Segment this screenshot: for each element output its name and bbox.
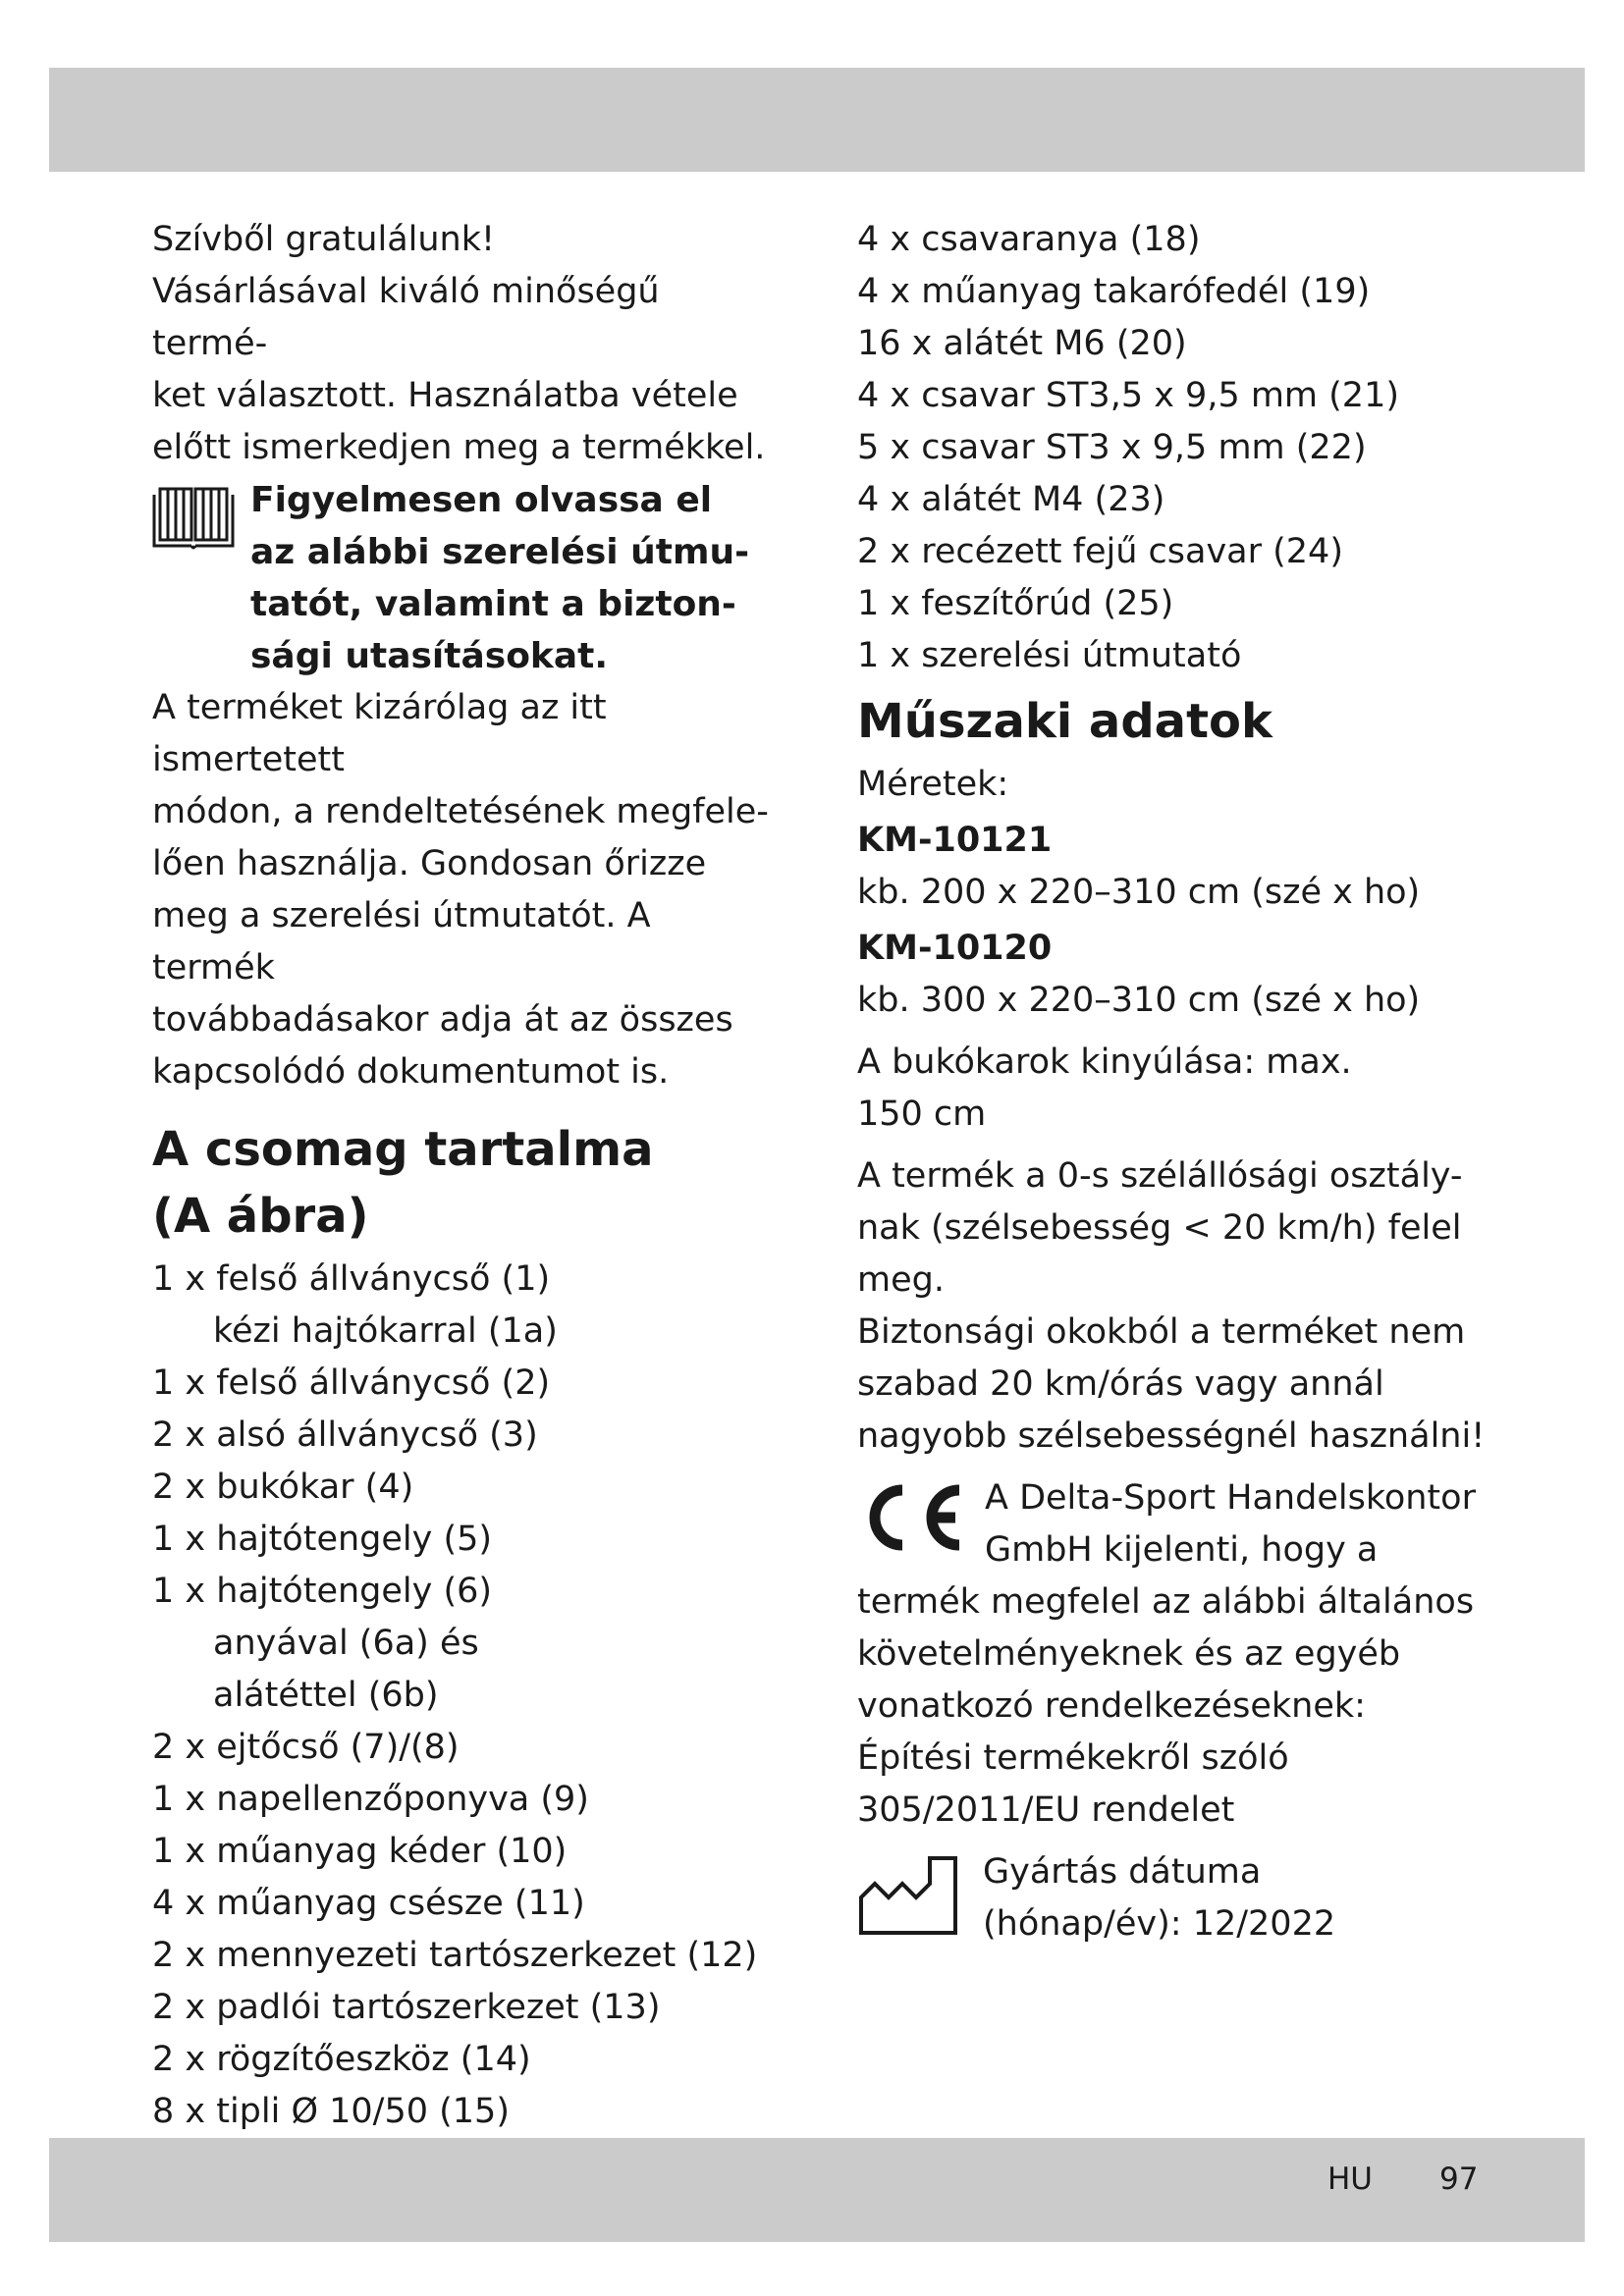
manufacture-line: (hónap/év): 12/2022 <box>983 1904 1336 1944</box>
list-item: 1 x felső állványcső (1) <box>152 1259 551 1299</box>
heading-line: A csomag tartalma <box>152 1122 654 1177</box>
wind-class-line: nak (szélsebesség < 20 km/h) felel <box>857 1208 1462 1248</box>
notice-line: tatót, valamint a bizton- <box>250 584 736 624</box>
manufacture-line: Gyártás dátuma <box>983 1852 1262 1892</box>
notice-line: Figyelmesen olvassa el <box>250 480 713 520</box>
header-band <box>49 68 1585 172</box>
model-number: KM-10121 <box>857 821 1053 860</box>
book-icon <box>152 479 235 554</box>
list-item: 1 x szerelési útmutató <box>857 636 1242 675</box>
read-instructions-notice <box>152 474 781 682</box>
wind-class-line: A termék a 0-s szélállósági osztály- <box>857 1156 1463 1196</box>
list-item: 8 x tipli Ø 10/50 (15) <box>152 2092 510 2131</box>
usage-line: továbbadásakor adja át az összes <box>152 1000 733 1040</box>
intro-line: Vásárlásával kiváló minőségű termé- <box>152 272 660 363</box>
package-contents-heading <box>152 1116 781 1250</box>
list-item: 2 x rögzítőeszköz (14) <box>152 2040 531 2079</box>
intro-line: előtt ismerkedjen meg a termékkel. <box>152 428 766 467</box>
list-item: 1 x napellenzőponyva (9) <box>152 1780 589 1819</box>
model-number: KM-10120 <box>857 929 1053 968</box>
model-size: kb. 200 x 220–310 cm (szé x ho) <box>857 873 1421 912</box>
notice-line: sági utasításokat. <box>250 636 609 676</box>
greeting: Szívből gratulálunk! <box>152 220 496 259</box>
list-item: 1 x hajtótengely (5) <box>152 1520 493 1559</box>
safety-line: nagyobb szélsebességnél használni! <box>857 1416 1486 1456</box>
conformity-line: vonatkozó rendelkezéseknek: <box>857 1686 1366 1726</box>
arm-extension: A bukókarok kinyúlása: max. <box>857 1042 1352 1082</box>
ce-line: A Delta-Sport Handelskontor <box>985 1478 1476 1518</box>
usage-line: lően használja. Gondosan őrizze <box>152 844 707 883</box>
list-item: 4 x alátét M4 (23) <box>857 480 1165 519</box>
list-item: 4 x csavaranya (18) <box>857 220 1201 259</box>
list-item: 2 x bukókar (4) <box>152 1468 414 1507</box>
manufacture-date <box>857 1846 1505 1950</box>
conformity-line: Építési termékekről szóló <box>857 1738 1289 1778</box>
usage-line: kapcsolódó dokumentumot is. <box>152 1052 670 1092</box>
dimensions-label: Méretek: <box>857 765 1009 804</box>
footer-language: HU <box>1327 2162 1374 2197</box>
list-item: 2 x ejtőcső (7)/(8) <box>152 1728 460 1767</box>
list-item: 5 x csavar ST3 x 9,5 mm (22) <box>857 428 1367 467</box>
list-item: 4 x műanyag csésze (11) <box>152 1884 585 1923</box>
list-item: 2 x alsó állványcső (3) <box>152 1415 538 1455</box>
conformity-line: 305/2011/EU rendelet <box>857 1790 1235 1830</box>
list-item: anyával (6a) és <box>213 1624 479 1663</box>
list-item: 2 x mennyezeti tartószerkezet (12) <box>152 1936 758 1975</box>
list-item: 2 x recézett fejű csavar (24) <box>857 532 1343 571</box>
list-item: 16 x alátét M6 (20) <box>857 324 1187 363</box>
ce-line: GmbH kijelenti, hogy a <box>985 1530 1379 1570</box>
safety-line: szabad 20 km/órás vagy annál <box>857 1364 1384 1404</box>
list-item: 1 x hajtótengely (6) <box>152 1572 493 1611</box>
package-item-list-continued <box>857 214 1505 682</box>
list-item: 1 x műanyag kéder (10) <box>152 1832 568 1871</box>
conformity-line: termék megfelel az alábbi általános <box>857 1582 1475 1622</box>
ce-declaration <box>857 1472 1505 1576</box>
conformity-line: követelményeknek és az egyéb <box>857 1634 1401 1674</box>
list-item: kézi hajtókarral (1a) <box>213 1311 558 1351</box>
ce-mark-icon <box>857 1478 967 1557</box>
wind-class-line: meg. <box>857 1260 945 1300</box>
usage-line: módon, a rendeltetésének megfele- <box>152 792 769 831</box>
list-item: 1 x felső állványcső (2) <box>152 1363 551 1403</box>
factory-date-icon <box>857 1854 963 1937</box>
list-item: 1 x feszítőrúd (25) <box>857 584 1174 623</box>
package-item-list <box>152 1254 781 2242</box>
page-number: 97 <box>1439 2162 1479 2197</box>
right-column <box>857 214 1505 1950</box>
technical-data-heading: Műszaki adatok <box>857 694 1272 749</box>
usage-line: meg a szerelési útmutatót. A termék <box>152 896 651 988</box>
usage-line: A terméket kizárólag az itt ismertetett <box>152 688 607 779</box>
model-size: kb. 300 x 220–310 cm (szé x ho) <box>857 981 1421 1020</box>
list-item: 2 x padlói tartószerkezet (13) <box>152 1988 661 2027</box>
notice-line: az alábbi szerelési útmu- <box>250 532 750 572</box>
list-item: 4 x műanyag takarófedél (19) <box>857 272 1371 311</box>
arm-extension-value: 150 cm <box>857 1095 987 1134</box>
list-item: 4 x csavar ST3,5 x 9,5 mm (21) <box>857 376 1400 415</box>
heading-line: (A ábra) <box>152 1189 369 1244</box>
left-column <box>152 214 781 2242</box>
list-item: alátéttel (6b) <box>213 1676 439 1715</box>
intro-line: ket választott. Használatba vétele <box>152 376 738 415</box>
safety-line: Biztonsági okokból a terméket nem <box>857 1312 1466 1352</box>
